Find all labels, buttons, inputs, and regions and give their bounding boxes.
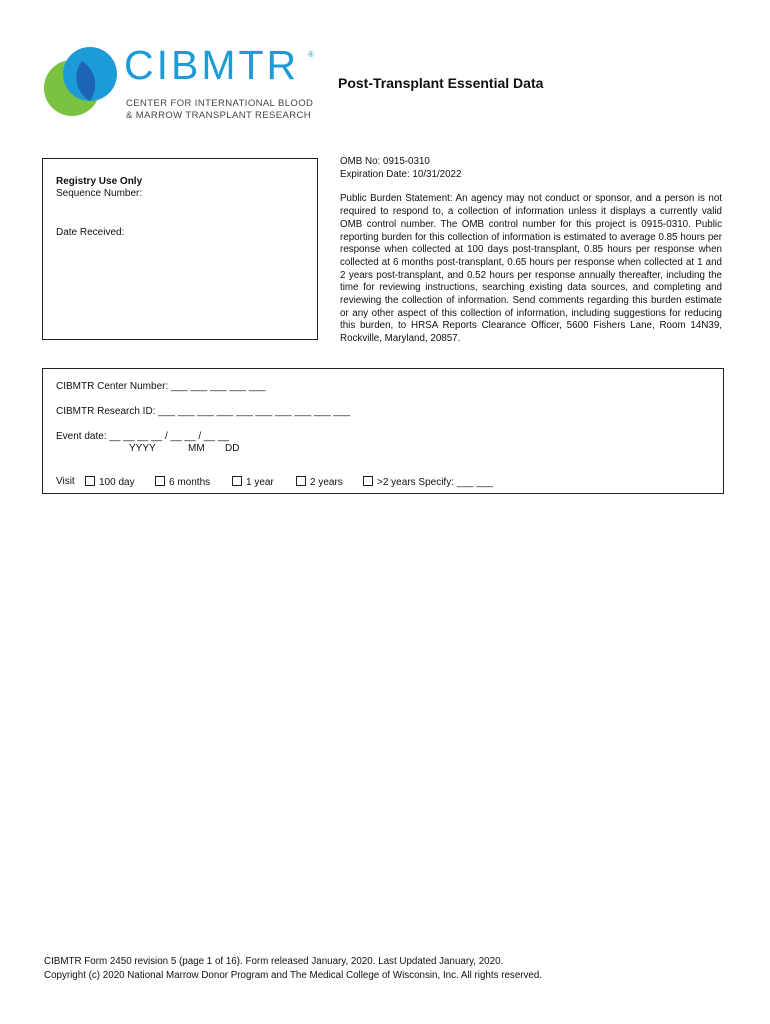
- visit-option-label: >2 years Specify: ___ ___: [377, 477, 493, 488]
- identification-box: [42, 368, 724, 494]
- event-date-mm-label: MM: [188, 443, 205, 454]
- logo-subtitle-line1: CENTER FOR INTERNATIONAL BLOOD: [126, 98, 314, 109]
- visit-option-label: 1 year: [246, 477, 274, 488]
- visit-option-label: 6 months: [169, 477, 211, 488]
- omb-block: [340, 156, 722, 346]
- checkbox-icon[interactable]: [85, 476, 95, 486]
- event-date-field[interactable]: Event date: __ __ __ __ / __ __ / __ __: [56, 431, 229, 442]
- research-id-field[interactable]: CIBMTR Research ID: ___ ___ ___ ___ ___ ___ ___ ___ ___ ___: [56, 406, 351, 417]
- omb-number: OMB No: 0915-0310: [340, 156, 430, 167]
- visit-option-6-months[interactable]: [155, 476, 210, 488]
- visit-option-100-day[interactable]: [85, 476, 135, 488]
- checkbox-icon[interactable]: [232, 476, 242, 486]
- visit-option-label: 2 years: [310, 477, 343, 488]
- registry-use-box: [42, 158, 318, 340]
- footer-copyright: Copyright (c) 2020 National Marrow Donor Program and The Medical College of Wisconsin, Inc. All rights reserved.: [44, 970, 543, 981]
- date-received-label: Date Received:: [56, 227, 125, 238]
- footer-form-info: CIBMTR Form 2450 revision 5 (page 1 of 16). Form released January, 2020. Last Updated January, 2020.: [44, 956, 504, 967]
- burden-statement: Public Burden Statement: An agency may not conduct or sponsor, and a person is not required to respond to, a collection of information unless it displays a currently valid OMB control number. The OMB control number for this project is 0915-0310. Public reporting burden for this collection of information is estimated to average 0.85 hours per response when collected at 100 days post-transplant, 0.85 hours per response when collected at 6 months post-transplant, 0.65 hours per response when collected at 1 and 2 years post-transplant, and 0.52 hours per response annually thereafter, including the time for reviewing instructions, searching existing data sources, and completing and reviewing the collection of information. Send comments regarding this burden estimate or any other aspect of this collection of information, including suggestions for reducing this burden, to HRSA Reports Clearance Officer, 5600 Fishers Lane, Room 14N39, Rockville, Maryland, 20857.: [340, 193, 722, 345]
- visit-option-2-years[interactable]: [296, 476, 343, 488]
- checkbox-icon[interactable]: [363, 476, 373, 486]
- sequence-number-label: Sequence Number:: [56, 188, 143, 199]
- logo-registered-mark: ®: [308, 50, 314, 59]
- checkbox-icon[interactable]: [155, 476, 165, 486]
- event-date-yyyy-label: YYYY: [129, 443, 156, 454]
- logo-name: CIBMTR: [124, 42, 300, 88]
- registry-heading: Registry Use Only: [56, 176, 143, 187]
- visit-option-label: 100 day: [99, 477, 135, 488]
- expiration-date: Expiration Date: 10/31/2022: [340, 168, 462, 180]
- page-title: Post-Transplant Essential Data: [338, 75, 544, 91]
- visit-label: Visit: [56, 476, 75, 487]
- checkbox-icon[interactable]: [296, 476, 306, 486]
- visit-option-1-year[interactable]: [232, 476, 274, 488]
- footer: [44, 955, 542, 983]
- logo-subtitle-line2: & MARROW TRANSPLANT RESEARCH: [126, 110, 312, 121]
- logo-mark-icon: [44, 44, 120, 122]
- center-number-field[interactable]: CIBMTR Center Number: ___ ___ ___ ___ ___: [56, 381, 266, 392]
- cibmtr-logo: [44, 44, 324, 124]
- visit-option-over-2-years[interactable]: [363, 476, 493, 488]
- event-date-dd-label: DD: [225, 443, 240, 454]
